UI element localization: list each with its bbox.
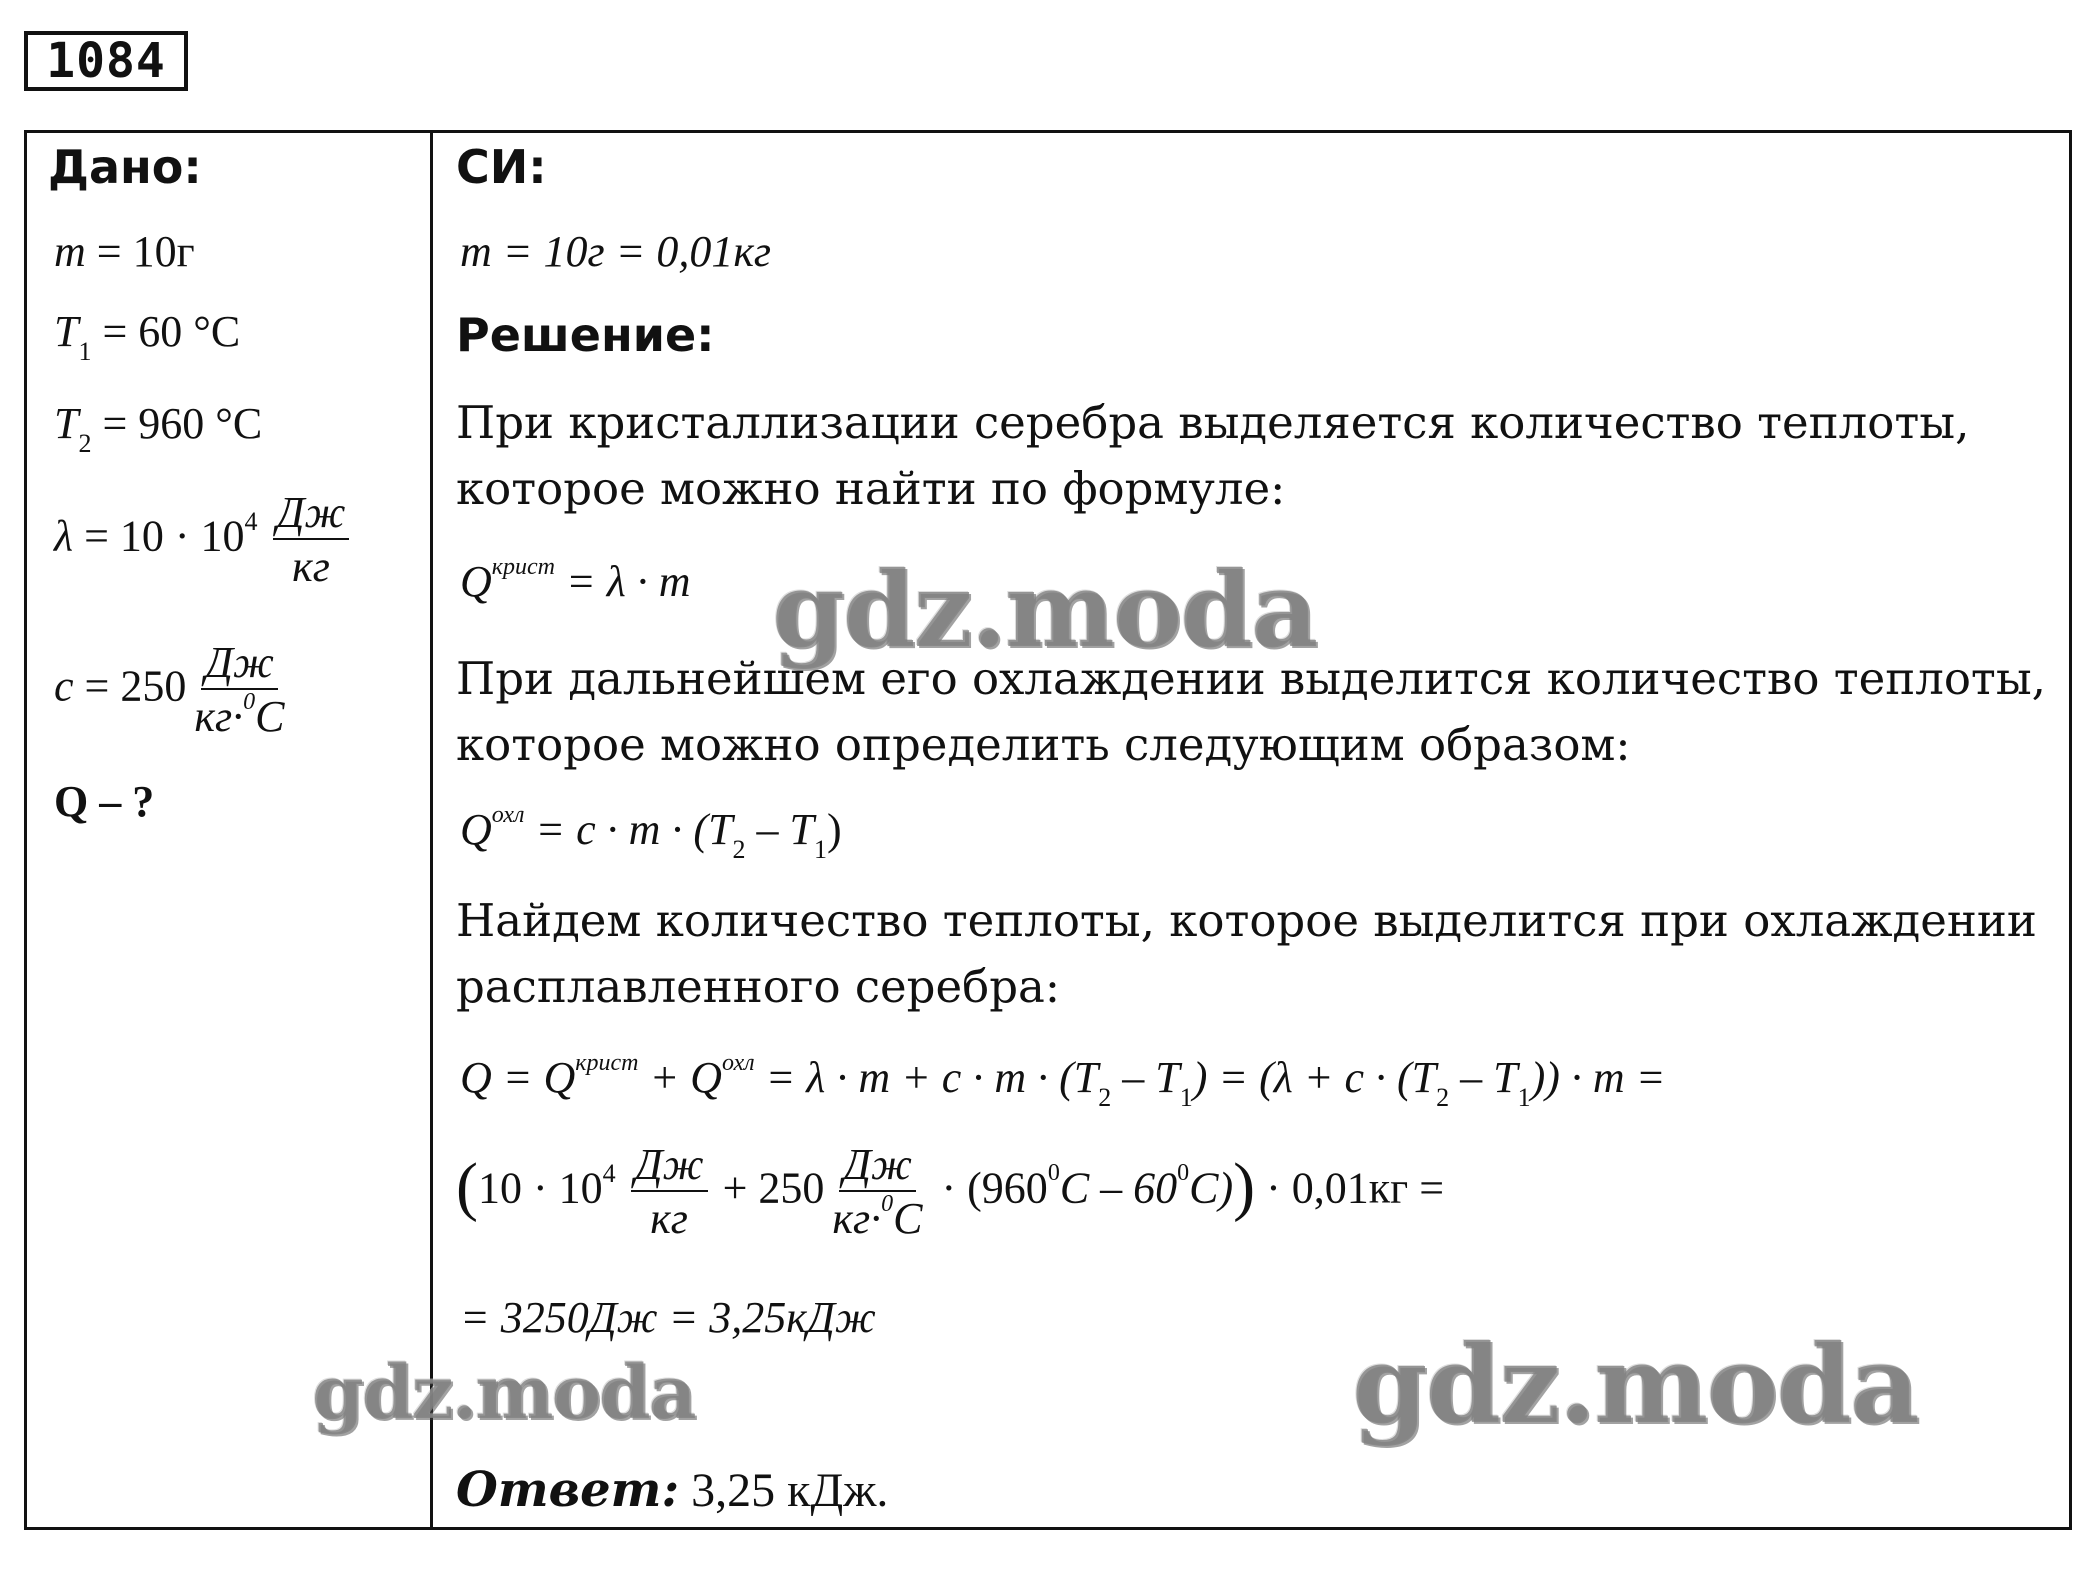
watermark: gdz.moda — [312, 1350, 695, 1436]
formula-crystallization: $Q^{крист} = \lambda \cdot m$ — [460, 554, 691, 606]
answer-label: Ответ: — [456, 1462, 680, 1518]
given-lambda: $\lambda = 10 \cdot 10^4$ $\frac{Дж}{кг}$ — [54, 490, 353, 590]
formula-cooling: $Q^{охл} = c \cdot m \cdot (T_2 - T_1)$ — [460, 802, 842, 864]
problem-number: 1084 — [24, 31, 188, 91]
given-heat-capacity: c = 250 $\frac{Дж}{кг\cdot^0C}$ — [54, 638, 285, 742]
watermark: gdz.moda — [772, 548, 1317, 671]
given-t2: $T_2 = 960$ °C — [54, 399, 263, 458]
given-mass: m = 10г — [54, 227, 195, 276]
solution-header: Решение: — [456, 308, 715, 362]
solution-paragraph-1: При кристаллизации серебра выделяется количество теплоты, которое можно найти по формуле: — [456, 396, 1970, 515]
si-mass: m = 10г = 0,01кг — [460, 227, 772, 276]
solution-paragraph-2: При дальнейшем его охлаждении выделится количество теплоты, которое можно определить следующим образом: — [456, 652, 2046, 771]
si-header: СИ: — [456, 140, 547, 194]
given-find: Q – ? — [54, 777, 155, 826]
given-t1: $T_1 = 60$ °C — [54, 307, 241, 366]
answer — [456, 1462, 888, 1518]
formula-total: $Q = Q^{крист} + Q^{охл} = \lambda \cdot m + c \cdot m \cdot (T_2 - T_1) = (\lambda + c \cdot (T_2 - T_1)) \cdot m$ = — [460, 1050, 1666, 1112]
column-divider — [430, 130, 433, 1530]
formula-substitution: ($10 \cdot 10^4$ $\frac{Дж}{кг}$ + 250 $\frac{Дж}{кг\cdot^0C}$ · $(960^0C - 60^0C)) \cdot 0,01кг$ = — [456, 1140, 1445, 1244]
formula-result: = 3250Дж = 3,25кДж — [460, 1293, 876, 1342]
watermark: gdz.moda — [1352, 1322, 1918, 1448]
solution-paragraph-3: Найдем количество теплоты, которое выделится при охлаждении расплавленного серебра: — [456, 894, 2037, 1013]
solution-table — [24, 130, 2072, 1530]
answer-value: 3,25 кДж. — [679, 1464, 889, 1517]
given-header: Дано: — [48, 140, 202, 194]
